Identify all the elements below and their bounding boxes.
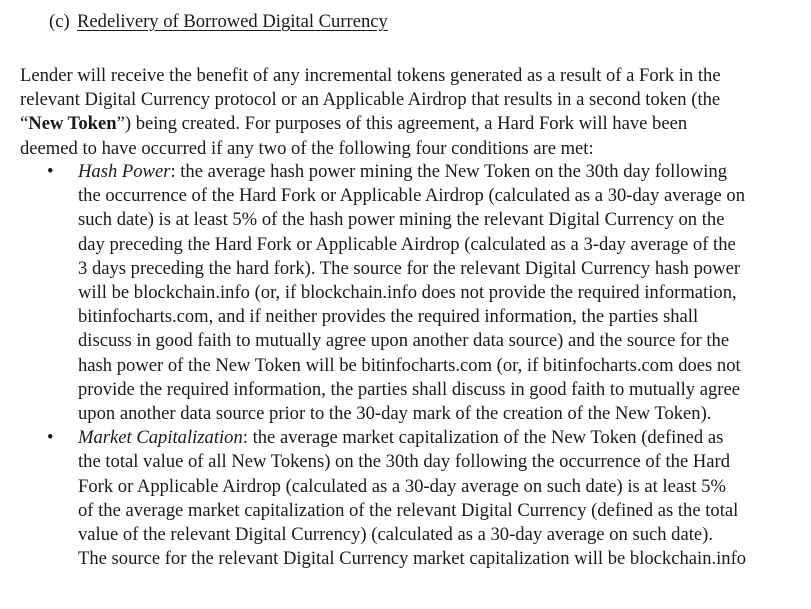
bullet-line: The source for the relevant Digital Currency market capitalization will be blockchain.info [78, 548, 747, 570]
condition-text: : the average hash power mining the New Token on the 30th day following [170, 161, 728, 182]
section-title: Redelivery of Borrowed Digital Currency [77, 11, 388, 32]
bullet-line: provide the required information, the parties shall discuss in good faith to mutually agree [78, 378, 740, 400]
condition-hash-power [20, 160, 810, 426]
bullet-first-line [78, 160, 810, 184]
bullet-line: day preceding the Hard Fork or Applicable Airdrop (calculated as a 3-day average of the [78, 233, 736, 255]
intro-line: deemed to have occurred if any two of the following four conditions are met: [20, 137, 594, 159]
bullet-line: Fork or Applicable Airdrop (calculated as a 30-day average on such date) is at least 5% [78, 475, 726, 497]
defined-term-new-token: New Token [28, 113, 117, 135]
condition-term: Hash Power [78, 161, 171, 182]
quote-open: “ [20, 113, 29, 135]
bullet-line: value of the relevant Digital Currency) (calculated as a 30-day average on such date). [78, 524, 713, 546]
bullet-line: bitinfocharts.com, and if neither provides the required information, the parties shall [78, 306, 699, 328]
bullet-line: of the average market capitalization of the relevant Digital Currency (defined as the total [78, 499, 739, 521]
condition-text: : the average market capitalization of the New Token (defined as [242, 427, 724, 449]
intro-line: Lender will receive the benefit of any incremental tokens generated as a result of a Fork in the [20, 65, 721, 86]
section-heading [49, 10, 388, 34]
bullet-line: 3 days preceding the hard fork). The source for the relevant Digital Currency hash power [78, 257, 741, 279]
intro-paragraph [20, 64, 800, 161]
bullet-line: will be blockchain.info (or, if blockchain.info does not provide the required information, [78, 282, 737, 304]
bullet-line: the occurrence of the Hard Fork or Applicable Airdrop (calculated as a 30-day average on [78, 185, 746, 207]
bullet-line: such date) is at least 5% of the hash power mining the relevant Digital Currency on the [78, 209, 725, 231]
bullet-line: hash power of the New Token will be bitinfocharts.com (or, if bitinfocharts.com does not [78, 354, 741, 376]
condition-term: Market Capitalization [78, 427, 243, 449]
bullet-line: upon another data source prior to the 30-day mark of the creation of the New Token). [78, 403, 712, 425]
bullet-marker: • [47, 427, 54, 449]
intro-line-rest: ”) being created. For purposes of this agreement, a Hard Fork will have been [116, 113, 688, 135]
intro-line [20, 112, 800, 136]
condition-market-capitalization [20, 426, 810, 571]
section-number: (c) [49, 11, 70, 32]
bullet-line: the total value of all New Tokens) on the 30th day following the occurrence of the Hard [78, 451, 731, 473]
intro-line: relevant Digital Currency protocol or an Applicable Airdrop that results in a second token (the [20, 89, 721, 111]
bullet-first-line [78, 426, 810, 450]
conditions-list [20, 160, 810, 571]
bullet-line: discuss in good faith to mutually agree upon another data source) and the source for the [78, 330, 730, 352]
bullet-marker: • [47, 161, 54, 182]
